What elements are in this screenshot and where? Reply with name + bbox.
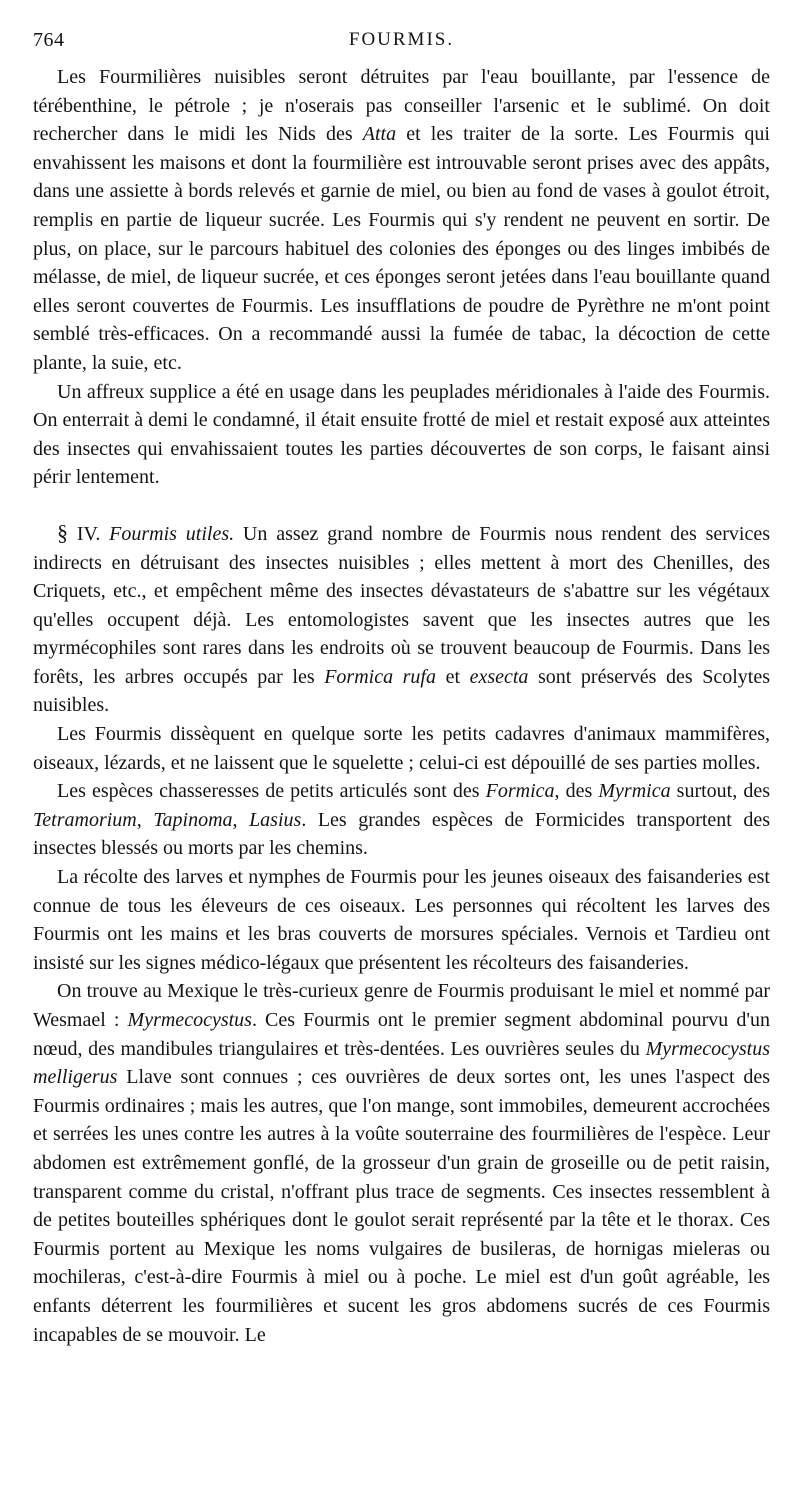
italic-term: Formica rufa [324, 665, 436, 688]
italic-term: Formica [485, 780, 555, 803]
text-run: Un affreux supplice a été en usage dans les peuplades méridionales à l'aide des Fourmis. On enterrait à demi le condamné, il était ensuite frotté de miel et restait exposé aux atteintes des insectes qui envahissaient toutes les parties découvertes de son corps, le faisant ainsi périr lentement. [33, 380, 770, 489]
italic-term: Tapinoma [153, 808, 233, 831]
italic-term: Lasius [249, 808, 302, 831]
text-run: , [136, 808, 154, 831]
running-title: FOURMIS. [348, 29, 455, 50]
paragraph [33, 63, 770, 378]
body-text [33, 63, 770, 1349]
italic-term: exsecta [469, 665, 529, 688]
text-run: On trouve au Mexique le très-curieux genre de Fourmis produisant le miel et nommé par Wesmael : [33, 980, 770, 1031]
paragraph [33, 720, 770, 777]
paragraph [33, 977, 770, 1349]
book-page [33, 26, 770, 1349]
italic-term: Myrmica [598, 780, 671, 803]
section-mark: § [57, 519, 68, 545]
italic-term: Myrmecocystus [127, 1009, 252, 1031]
italic-term: Tetramorium [33, 808, 137, 831]
text-run: IV. [68, 522, 110, 545]
text-run: sont préservés des Scolytes nuisibles. [33, 665, 771, 717]
text-run: Un assez grand nombre de Fourmis nous rendent des services indirects en détruisant des insectes nuisibles ; elles mettent à mort des Chenilles, des Criquets, etc., et empêchent même des insectes dévastateurs de s'abattre sur les végétaux qu'elles occupent déjà. Les entomologistes savent que les insectes autres que les myrmécophiles sont rares dans les endroits où se trouvent beaucoup de Fourmis. Dans les forêts, les arbres occupés par les [33, 522, 770, 688]
paragraph [33, 777, 770, 863]
text-run: et les traiter de la sorte. Les Fourmis qui envahissent les maisons et dont la fourmilière est introuvable seront prises avec des appâts, dans une assiette à bords relevés et garnie de miel, ou bien au fond de vases à goulot étroit, remplis en partie de liqueur sucrée. Les Fourmis qui s'y rendent ne peuvent en sortir. De plus, on place, sur le parcours habituel des colonies des éponges ou des linges imbibés de mélasse, de miel, de liqueur sucrée, et ces éponges seront jetées dans l'eau bouillante quand elles seront couvertes de Fourmis. Les insufflations de poudre de Pyrèthre ne m'ont point semblé très-efficaces. On a recommandé aussi la fumée de tabac, la décoction de cette plante, la suie, etc. [33, 123, 770, 374]
italic-term: Fourmis utiles. [109, 522, 235, 545]
text-run: et [436, 665, 470, 688]
text-run: , [232, 808, 250, 831]
italic-term: Atta [362, 123, 397, 146]
text-run: . Les grandes espèces de Formicides transportent des insectes blessés ou morts par les chemins. [33, 808, 771, 860]
text-run: . Ces Fourmis ont le premier segment abdominal pourvu d'un nœud, des mandibules triangulaires et très-dentées. Les ouvrières seules du [33, 1009, 770, 1060]
paragraph [33, 378, 770, 492]
text-run: surtout, des [670, 780, 770, 803]
paragraph [33, 863, 770, 977]
text-run: , des [554, 780, 599, 803]
page-header [33, 26, 770, 56]
page-number: 764 [33, 29, 65, 51]
text-run: Les Fourmilières nuisibles seront détruites par l'eau bouillante, par l'essence de térébenthine, le pétrole ; je n'oserais pas conseiller l'arsenic et le sublimé. On doit rechercher dans le midi les Nids des [33, 66, 770, 146]
text-run: Les espèces chasseresses de petits articulés sont des [57, 780, 486, 803]
paragraph [33, 519, 770, 720]
italic-term: Myrmecocystus melligerus [33, 1037, 770, 1089]
text-run: La récolte des larves et nymphes de Fourmis pour les jeunes oiseaux des faisanderies est connue de tous les éleveurs de ces oiseaux. Les personnes qui récoltent les larves des Fourmis ont les mains et les bras couverts de morsures spéciales. Vernois et Tardieu ont insisté sur les signes médico-légaux que présentent les récolteurs des faisanderies. [33, 866, 770, 974]
text-run: Llave sont connues ; ces ouvrières de deux sortes ont, les unes l'aspect des Fourmis ordinaires ; mais les autres, que l'on mange, sont immobiles, demeurent accrochées et serrées les unes contre les autres à la voûte souterraine des fourmilières de l'espèce. Leur abdomen est extrêmement gonflé, de la grosseur d'un grain de groseille ou de petit raisin, transparent comme du cristal, n'offrant plus trace de segments. Ces insectes ressemblent à de petites bouteilles sphériques dont le goulot serait représenté par la tête et le thorax. Ces Fourmis portent au Mexique les noms vulgaires de busileras, de hornigas mieleras ou mochileras, c'est-à-dire Fourmis à miel ou à poche. Le miel est d'un goût agréable, les enfants déterrent les fourmilières et sucent les gros abdomens sucrés de ces Fourmis incapables de se mouvoir. Le [33, 1066, 770, 1346]
text-run: Les Fourmis dissèquent en quelque sorte les petits cadavres d'animaux mammifères, oiseaux, lézards, et ne laissent que le squelette ; celui-ci est dépouillé de ses parties molles. [33, 723, 770, 774]
